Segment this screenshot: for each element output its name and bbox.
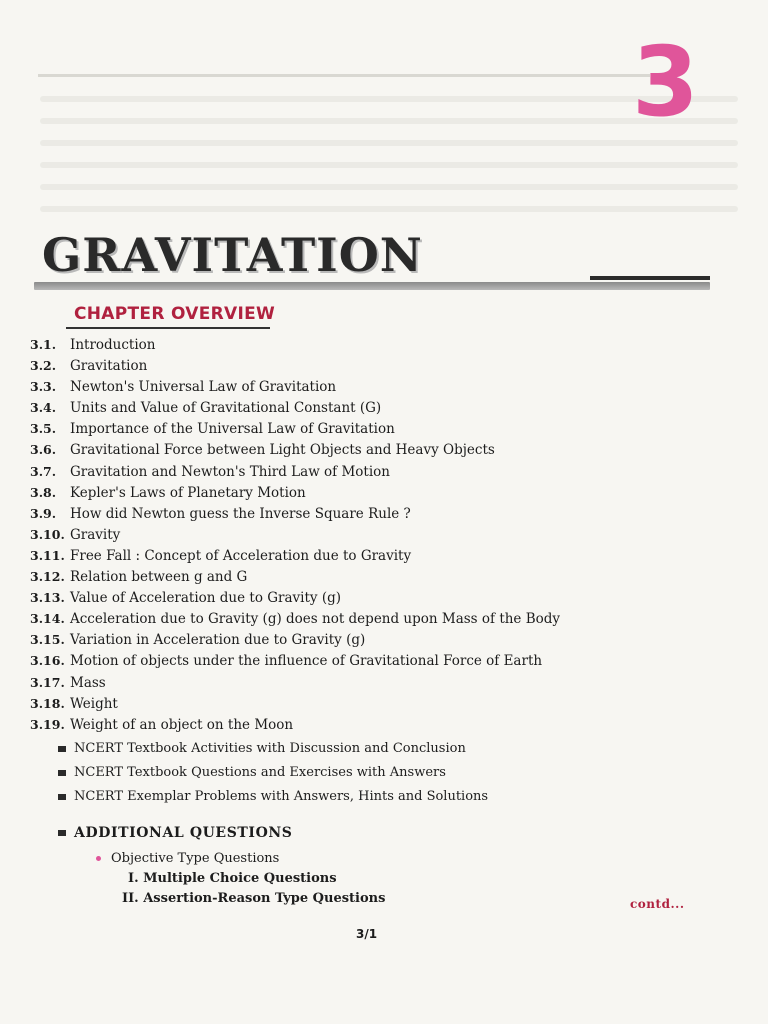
toc-number: 3.7. (30, 463, 57, 479)
toc-item (30, 693, 560, 714)
toc-number: 3.10. (30, 526, 65, 542)
top-rule (38, 74, 650, 77)
toc-item (30, 524, 560, 545)
table-of-contents (30, 334, 560, 735)
assertion-reason-item: II. Assertion-Reason Type Questions (122, 891, 386, 906)
toc-item (30, 545, 560, 566)
extra-section-item (58, 737, 488, 761)
toc-number: 3.11. (30, 547, 65, 563)
toc-item (30, 587, 560, 608)
extra-section-item (58, 785, 488, 809)
objective-type-text: Objective Type Questions (111, 851, 280, 866)
additional-questions-heading (58, 825, 293, 841)
overview-underline (66, 327, 270, 329)
toc-item (30, 482, 560, 503)
toc-item (30, 334, 560, 355)
toc-text: Weight of an object on the Moon (70, 716, 294, 733)
additional-questions-text: ADDITIONAL QUESTIONS (74, 825, 293, 841)
extra-section-text: NCERT Exemplar Problems with Answers, Hints and Solutions (74, 789, 489, 804)
square-bullet-icon (58, 794, 66, 800)
toc-number: 3.15. (30, 632, 65, 648)
title-rule (34, 282, 710, 290)
toc-number: 3.6. (30, 442, 57, 458)
toc-text: Newton's Universal Law of Gravitation (70, 379, 337, 396)
toc-number: 3.13. (30, 590, 65, 606)
show-through-line (40, 140, 738, 146)
toc-text: Units and Value of Gravitational Constant (G) (70, 400, 382, 417)
toc-item (30, 672, 560, 693)
toc-text: Mass (70, 674, 106, 691)
mcq-item: I. Multiple Choice Questions (128, 871, 337, 886)
extra-section-item (58, 761, 488, 785)
toc-text: Value of Acceleration due to Gravity (g) (70, 590, 342, 607)
show-through-line (40, 206, 738, 212)
square-bullet-icon (58, 746, 66, 752)
toc-item (30, 566, 560, 587)
toc-text: Free Fall : Concept of Acceleration due to Gravity (70, 547, 412, 564)
show-through-line (40, 184, 738, 190)
toc-item (30, 503, 560, 524)
toc-text: Importance of the Universal Law of Gravitation (70, 421, 395, 438)
toc-text: Acceleration due to Gravity (g) does not depend upon Mass of the Body (70, 611, 561, 628)
toc-text: Kepler's Laws of Planetary Motion (70, 484, 306, 501)
toc-number: 3.1. (30, 337, 57, 352)
toc-number: 3.3. (30, 379, 57, 395)
toc-number: 3.4. (30, 400, 57, 416)
toc-text: Gravitation and Newton's Third Law of Motion (70, 463, 390, 480)
toc-item (30, 397, 560, 418)
toc-text: Relation between g and G (70, 569, 248, 586)
title-rule-accent (590, 276, 710, 280)
chapter-title: GRAVITATION (42, 228, 423, 282)
page-number: 3/1 (356, 927, 378, 941)
toc-text: Variation in Acceleration due to Gravity (g) (70, 632, 366, 649)
toc-text: Weight (70, 695, 118, 712)
toc-text: Motion of objects under the influence of Gravitational Force of Earth (70, 653, 543, 670)
toc-number: 3.9. (30, 505, 57, 521)
toc-item (30, 439, 560, 460)
toc-number: 3.8. (30, 484, 57, 500)
extra-sections-list (58, 737, 488, 809)
toc-item (30, 608, 560, 629)
toc-number: 3.19. (30, 716, 65, 732)
toc-item (30, 629, 560, 650)
show-through-line (40, 162, 738, 168)
extra-section-text: NCERT Textbook Activities with Discussion and Conclusion (74, 741, 466, 756)
toc-number: 3.17. (30, 674, 65, 690)
toc-item (30, 714, 560, 735)
toc-text: Gravitation (70, 358, 148, 375)
toc-number: 3.16. (30, 653, 65, 669)
toc-item (30, 355, 560, 376)
toc-text: Gravitational Force between Light Objects and Heavy Objects (70, 442, 495, 459)
objective-type-item (96, 851, 279, 866)
extra-section-text: NCERT Textbook Questions and Exercises with Answers (74, 765, 446, 780)
toc-number: 3.2. (30, 358, 57, 374)
toc-item (30, 461, 560, 482)
toc-item (30, 418, 560, 439)
toc-number: 3.18. (30, 695, 65, 711)
continued-label: contd... (630, 897, 685, 911)
toc-item (30, 650, 560, 671)
square-bullet-icon (58, 830, 66, 836)
chapter-overview-heading: CHAPTER OVERVIEW (74, 304, 276, 324)
square-bullet-icon (58, 770, 66, 776)
toc-text: Introduction (70, 337, 156, 353)
toc-text: Gravity (70, 526, 121, 543)
toc-item (30, 376, 560, 397)
toc-number: 3.14. (30, 611, 65, 627)
chapter-number: 3 (632, 26, 699, 138)
round-bullet-icon (96, 856, 101, 861)
toc-number: 3.5. (30, 421, 57, 437)
toc-number: 3.12. (30, 569, 65, 585)
toc-text: How did Newton guess the Inverse Square Rule ? (70, 505, 411, 522)
